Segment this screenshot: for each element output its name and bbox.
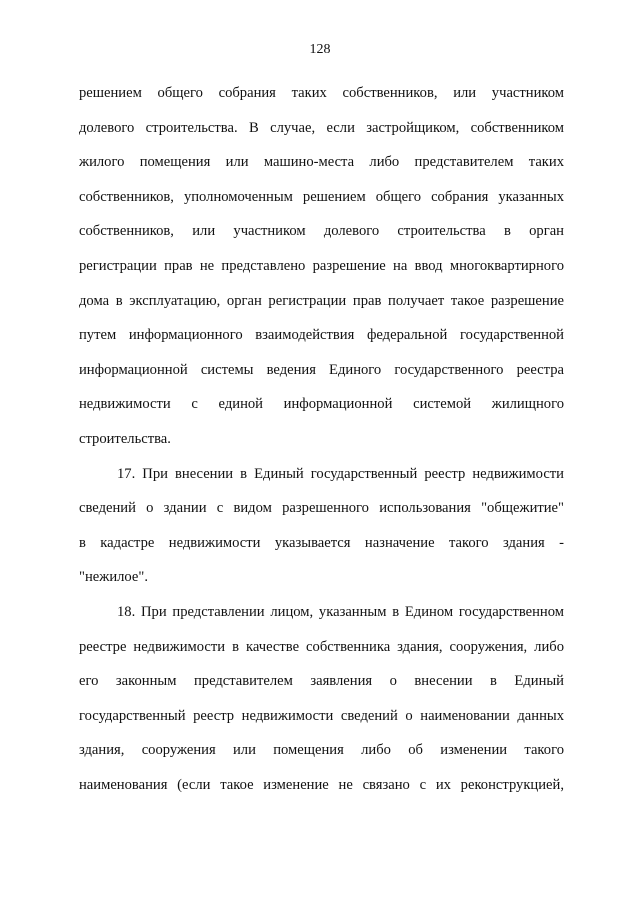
- paragraph-18: [79, 595, 564, 803]
- text-line: регистрации прав не представлено разрешение на ввод многоквартирного: [79, 257, 564, 274]
- text-line: сведений о здании с видом разрешенного использования "общежитие": [79, 500, 564, 517]
- text-line: долевого строительства. В случае, если застройщиком, собственником: [79, 119, 564, 136]
- text-line: дома в эксплуатацию, орган регистрации прав получает такое разрешение: [79, 292, 564, 309]
- text-line: 17. При внесении в Единый государственный реестр недвижимости: [117, 465, 564, 482]
- text-line: недвижимости с единой информационной системой жилищного: [79, 396, 564, 413]
- text-line: 18. При представлении лицом, указанным в Едином государственном: [117, 603, 564, 620]
- text-line: здания, сооружения или помещения либо об изменении такого: [79, 742, 564, 759]
- text-line: собственников, или участником долевого строительства в орган: [79, 223, 564, 240]
- text-line: реестре недвижимости в качестве собственника здания, сооружения, либо: [79, 638, 564, 655]
- paragraph-17: [79, 457, 564, 595]
- text-line: в кадастре недвижимости указывается назначение такого здания -: [79, 534, 564, 551]
- text-line: государственный реестр недвижимости сведений о наименовании данных: [79, 707, 564, 724]
- text-line: решением общего собрания таких собственников, или участником: [79, 85, 564, 101]
- text-line: "нежилое".: [79, 569, 148, 586]
- document-body: [79, 76, 564, 802]
- paragraph-1: [79, 76, 564, 457]
- text-line: собственников, уполномоченным решением общего собрания указанных: [79, 188, 564, 205]
- text-line: путем информационного взаимодействия федеральной государственной: [79, 327, 564, 344]
- text-line: его законным представителем заявления о внесении в Единый: [79, 673, 564, 690]
- page-number: 128: [309, 42, 331, 57]
- text-line: информационной системы ведения Единого государственного реестра: [79, 361, 564, 378]
- text-line: строительства.: [79, 430, 171, 447]
- text-line: наименования (если такое изменение не связано с их реконструкцией,: [79, 776, 564, 793]
- text-line: жилого помещения или машино-места либо представителем таких: [79, 154, 564, 171]
